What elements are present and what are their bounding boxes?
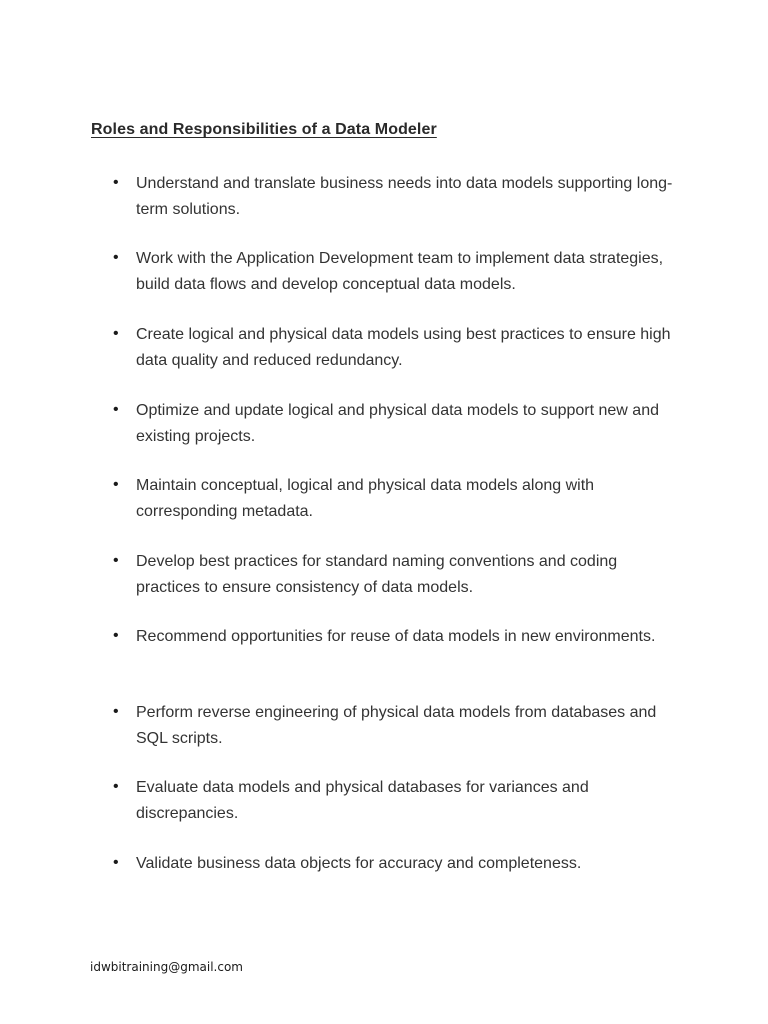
bullet-icon: • — [113, 854, 119, 871]
list-item-text: Maintain conceptual, logical and physical data models along with corresponding metadata. — [136, 477, 595, 520]
bullet-icon: • — [113, 703, 119, 720]
list-item-text: Validate business data objects for accuracy and completeness. — [136, 855, 582, 872]
list-item-text: Perform reverse engineering of physical data models from databases and SQL scripts. — [136, 704, 657, 747]
list-item-text: Recommend opportunities for reuse of data models in new environments. — [136, 628, 656, 645]
document-title: Roles and Responsibilities of a Data Modeler — [91, 121, 437, 138]
bullet-icon: • — [113, 627, 119, 644]
bullet-icon: • — [113, 401, 119, 418]
bullet-icon: • — [113, 476, 119, 493]
list-item-text: Create logical and physical data models using best practices to ensure high data quality and reduced redundancy. — [136, 326, 671, 369]
list-item-text: Work with the Application Development team to implement data strategies, build data flows and develop conceptual data models. — [136, 250, 664, 293]
list-item-text: Evaluate data models and physical databases for variances and discrepancies. — [136, 779, 589, 822]
bullet-icon: • — [113, 778, 119, 795]
footer-email: idwbitraining@gmail.com — [90, 960, 243, 974]
list-item-text: Understand and translate business needs into data models supporting long-term solutions. — [136, 175, 673, 218]
bullet-icon: • — [113, 325, 119, 342]
bullet-icon: • — [113, 249, 119, 266]
list-item-text: Develop best practices for standard naming conventions and coding practices to ensure consistency of data models. — [136, 553, 618, 596]
list-item-text: Optimize and update logical and physical data models to support new and existing projects. — [136, 402, 659, 445]
bullet-icon: • — [113, 174, 119, 191]
bullet-icon: • — [113, 552, 119, 569]
